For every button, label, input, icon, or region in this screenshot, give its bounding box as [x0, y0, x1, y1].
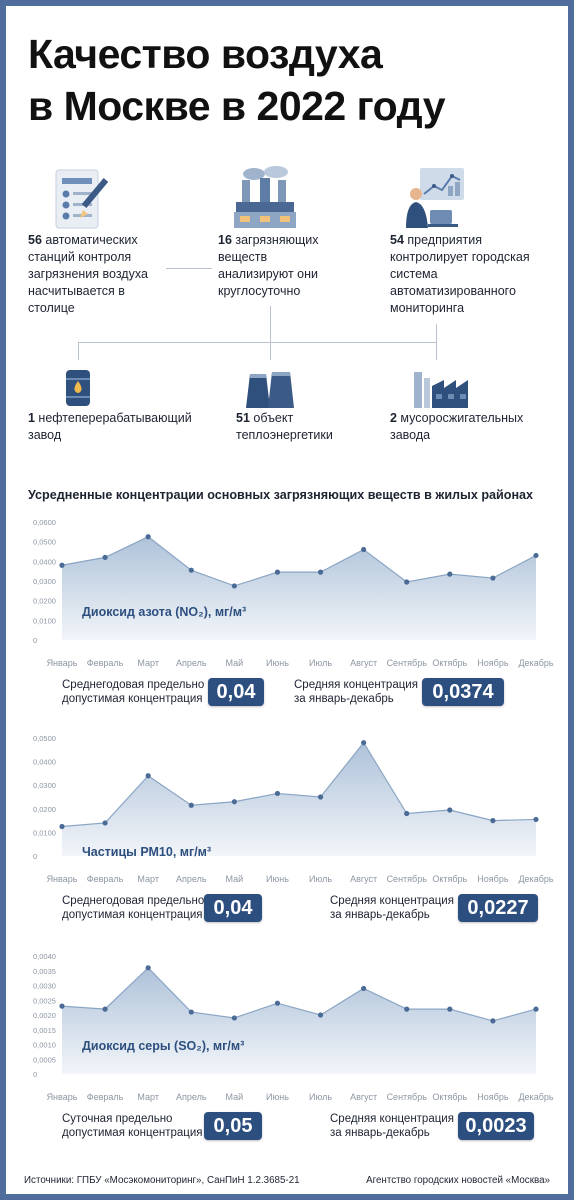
y-tick-label: 0,0015: [33, 1025, 56, 1035]
fact-substances-number: 16: [218, 233, 232, 247]
fact-incinerators: [390, 410, 550, 444]
x-tick-label: Март: [137, 1092, 159, 1102]
fact-enterprises-number: 54: [390, 233, 404, 247]
data-point: [189, 1009, 194, 1014]
connector-line: [436, 324, 437, 360]
y-tick-label: 0,0025: [33, 996, 56, 1006]
x-tick-label: Октябрь: [432, 1092, 468, 1102]
y-tick-label: 0,0500: [33, 537, 56, 547]
x-tick-label: Август: [350, 658, 378, 668]
connector-line: [166, 268, 212, 269]
stat-limit-label-no2: [62, 678, 204, 706]
footer-sources: Источники: ГПБУ «Мосэкомониторинг», СанПиН 1.2.3685-21: [24, 1175, 300, 1186]
x-tick-label: Апрель: [176, 658, 207, 668]
x-tick-label: Февраль: [86, 658, 124, 668]
stat-average-label-line: Средняя концентрация: [294, 679, 418, 691]
stat-average-label-line: за январь-декабрь: [330, 909, 430, 921]
x-tick-label: Февраль: [86, 1092, 124, 1102]
fact-incinerators-text: мусоросжигательных завода: [390, 411, 524, 442]
y-tick-label: 0,0500: [33, 734, 56, 743]
x-tick-label: Февраль: [86, 874, 124, 884]
fact-stations-number: 56: [28, 233, 42, 247]
stat-average-label-line: Средняя концентрация: [330, 1113, 454, 1125]
data-point: [318, 794, 323, 799]
x-tick-label: Декабрь: [518, 874, 554, 884]
industrial-plant-icon: [232, 164, 298, 232]
x-tick-label: Июнь: [266, 658, 289, 668]
x-tick-label: Май: [225, 658, 244, 668]
data-point: [59, 824, 64, 829]
analyst-screen-icon: [402, 166, 468, 232]
y-tick-label: 0: [33, 1070, 38, 1079]
x-tick-label: Сентябрь: [386, 1092, 427, 1102]
fact-enterprises: [390, 232, 550, 317]
data-point: [275, 791, 280, 796]
data-point: [59, 1004, 64, 1009]
connector-line: [78, 342, 79, 360]
x-tick-label: Март: [137, 874, 159, 884]
data-point: [232, 799, 237, 804]
data-point: [447, 807, 452, 812]
y-tick-label: 0,0100: [33, 616, 56, 626]
stat-average-label-so2: [330, 1112, 454, 1140]
x-tick-label: Апрель: [176, 1092, 207, 1102]
x-tick-label: Сентябрь: [386, 874, 427, 884]
data-point: [404, 579, 409, 584]
x-tick-label: Октябрь: [432, 874, 468, 884]
data-point: [447, 1007, 452, 1012]
data-point: [490, 818, 495, 823]
data-point: [447, 572, 452, 577]
fact-heat-power-number: 51: [236, 411, 250, 425]
fact-heat-power-text: объект теплоэнергетики: [236, 411, 333, 442]
data-point: [318, 1012, 323, 1017]
stat-limit-label-line: допустимая концентрация: [62, 693, 203, 705]
section-title: Усредненные концентрации основных загрязняющих веществ в жилых районах: [28, 488, 534, 502]
stat-average-label-pm10: [330, 894, 454, 922]
x-tick-label: Январь: [46, 658, 78, 668]
x-tick-label: Апрель: [176, 874, 207, 884]
y-tick-label: 0,0300: [33, 781, 56, 791]
report-clipboard-icon: [52, 164, 116, 234]
factory-icon: [410, 368, 474, 408]
chart-no2: [6, 516, 568, 666]
x-tick-label: Март: [137, 658, 159, 668]
fact-substances: [218, 232, 328, 300]
stat-average-badge-so2: 0,0023: [458, 1112, 534, 1140]
chart-so2: [6, 950, 568, 1100]
fact-refinery: [28, 410, 228, 444]
data-point: [232, 583, 237, 588]
stat-limit-label-line: Среднегодовая предельно: [62, 895, 205, 907]
area-fill: [62, 968, 536, 1074]
area-fill: [62, 537, 536, 640]
y-tick-label: 0,0010: [33, 1040, 56, 1050]
x-tick-label: Ноябрь: [477, 874, 509, 884]
fact-heat-power: [236, 410, 356, 444]
data-point: [232, 1015, 237, 1020]
data-point: [146, 965, 151, 970]
y-tick-label: 0,0200: [33, 596, 56, 606]
x-tick-label: Май: [225, 874, 244, 884]
stat-limit-label-line: Суточная предельно: [62, 1113, 173, 1125]
data-point: [59, 563, 64, 568]
stat-limit-label-line: допустимая концентрация: [62, 909, 203, 921]
x-tick-label: Январь: [46, 1092, 78, 1102]
x-tick-label: Январь: [46, 874, 78, 884]
data-point: [533, 817, 538, 822]
x-tick-label: Декабрь: [518, 1092, 554, 1102]
page-title: [28, 28, 548, 132]
data-point: [361, 547, 366, 552]
data-point: [189, 803, 194, 808]
infographic-card: [6, 6, 568, 1194]
y-tick-label: 0: [33, 636, 38, 645]
footer-agency: Агентство городских новостей «Москва»: [366, 1175, 550, 1186]
chart-pm10: [6, 732, 568, 882]
x-tick-label: Июль: [309, 658, 333, 668]
x-tick-label: Июль: [309, 1092, 333, 1102]
y-tick-label: 0,0600: [33, 518, 56, 527]
fact-refinery-text: нефтеперерабатывающий завод: [28, 411, 192, 442]
stat-limit-label-line: Среднегодовая предельно: [62, 679, 205, 691]
data-point: [361, 740, 366, 745]
stat-limit-label-line: допустимая концентрация: [62, 1127, 203, 1139]
title-line-2: в Москве в 2022 году: [28, 83, 445, 129]
stat-limit-badge-pm10: 0,04: [204, 894, 262, 922]
data-point: [404, 811, 409, 816]
data-point: [490, 575, 495, 580]
data-point: [146, 773, 151, 778]
x-tick-label: Август: [350, 874, 378, 884]
data-point: [533, 1007, 538, 1012]
y-tick-label: 0,0200: [33, 804, 56, 814]
stat-limit-badge-no2: 0,04: [208, 678, 264, 706]
stat-limit-label-so2: [62, 1112, 203, 1140]
y-tick-label: 0,0030: [33, 981, 56, 991]
x-tick-label: Октябрь: [432, 658, 468, 668]
data-point: [533, 553, 538, 558]
x-tick-label: Ноябрь: [477, 1092, 509, 1102]
connector-line: [270, 342, 420, 343]
stat-average-label-no2: [294, 678, 418, 706]
fact-enterprises-text: предприятия контролирует городская система автоматизированного мониторинга: [390, 233, 530, 315]
x-tick-label: Декабрь: [518, 658, 554, 668]
x-tick-label: Август: [350, 1092, 378, 1102]
data-point: [102, 820, 107, 825]
y-tick-label: 0: [33, 852, 38, 861]
x-tick-label: Июнь: [266, 1092, 289, 1102]
data-point: [146, 534, 151, 539]
area-fill: [62, 743, 536, 856]
stat-limit-label-pm10: [62, 894, 204, 922]
stat-average-label-line: за январь-декабрь: [294, 693, 394, 705]
fact-stations-text: автоматических станций контроля загрязнения воздуха насчитывается в столице: [28, 233, 148, 315]
data-point: [490, 1018, 495, 1023]
fact-substances-text: загрязняющих веществ анализируют они круглосуточно: [218, 233, 319, 298]
connector-line: [270, 306, 271, 360]
series-title: Диоксид серы (SO₂), мг/м³: [82, 1039, 245, 1053]
fact-incinerators-number: 2: [390, 411, 397, 425]
oil-barrel-icon: [62, 368, 94, 408]
data-point: [102, 1007, 107, 1012]
y-tick-label: 0,0040: [33, 952, 56, 961]
y-tick-label: 0,0300: [33, 577, 56, 586]
title-line-1: Качество воздуха: [28, 31, 383, 77]
series-title: Частицы РМ10, мг/м³: [82, 845, 212, 859]
y-tick-label: 0,0100: [33, 828, 56, 838]
data-point: [361, 986, 366, 991]
cooling-towers-icon: [242, 370, 298, 408]
stat-limit-badge-so2: 0,05: [204, 1112, 262, 1140]
y-tick-label: 0,0400: [33, 757, 56, 767]
y-tick-label: 0,0005: [33, 1055, 56, 1065]
stat-average-label-line: Средняя концентрация: [330, 895, 454, 907]
data-point: [189, 568, 194, 573]
data-point: [102, 555, 107, 560]
y-tick-label: 0,0035: [33, 966, 56, 976]
series-title: Диоксид азота (NO₂), мг/м³: [82, 605, 247, 619]
x-tick-label: Май: [225, 1092, 244, 1102]
stat-average-badge-no2: 0,0374: [422, 678, 504, 706]
x-tick-label: Ноябрь: [477, 658, 509, 668]
data-point: [404, 1007, 409, 1012]
data-point: [275, 570, 280, 575]
y-tick-label: 0,0020: [33, 1011, 56, 1020]
x-tick-label: Июль: [309, 874, 333, 884]
data-point: [318, 570, 323, 575]
fact-stations: [28, 232, 168, 317]
stat-average-label-line: за январь-декабрь: [330, 1127, 430, 1139]
fact-refinery-number: 1: [28, 411, 35, 425]
stat-average-badge-pm10: 0,0227: [458, 894, 538, 922]
data-point: [275, 1001, 280, 1006]
y-tick-label: 0,0400: [33, 557, 56, 567]
x-tick-label: Июнь: [266, 874, 289, 884]
x-tick-label: Сентябрь: [386, 658, 427, 668]
